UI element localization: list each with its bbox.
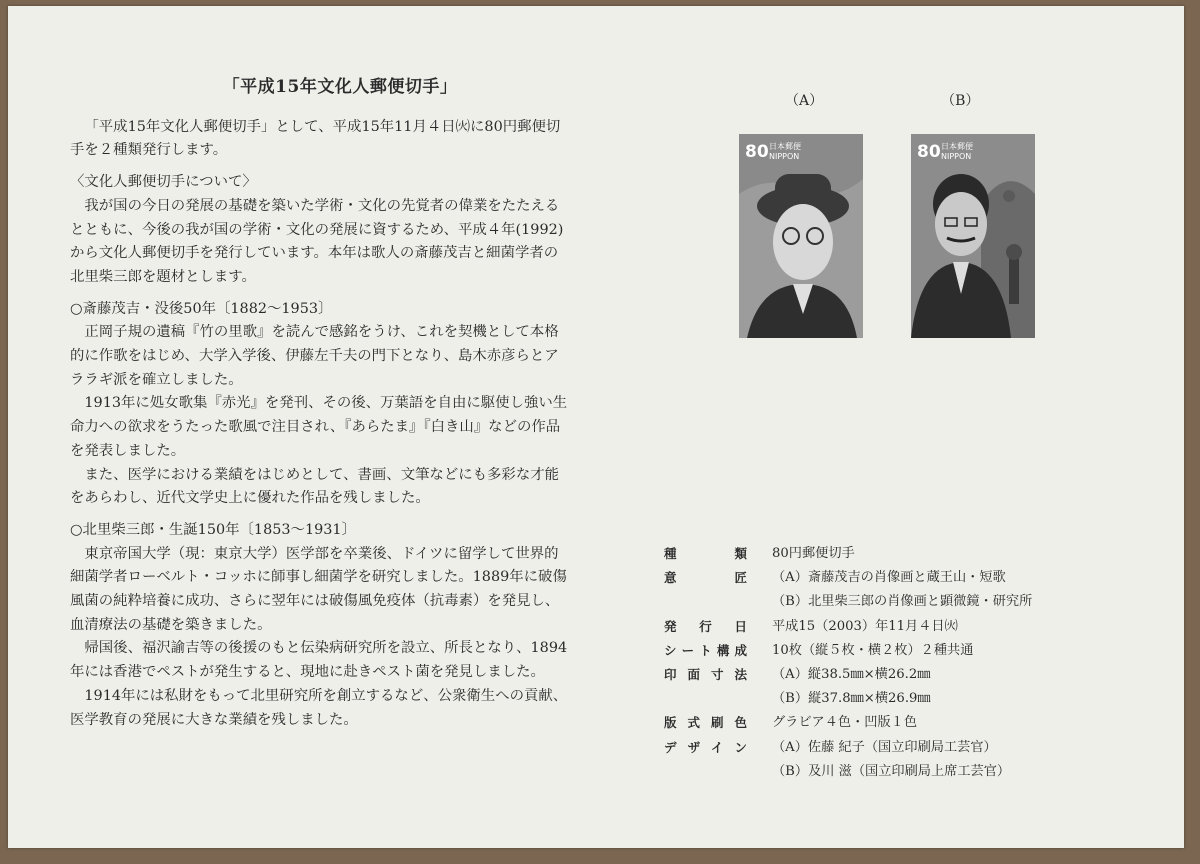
stamp-a-label: （A） — [785, 93, 824, 109]
stamp-a-image — [739, 134, 863, 338]
spec-value: （B）縦37.8㎜×横26.9㎜ — [772, 691, 931, 707]
spec-key: 版式刷色 — [664, 715, 748, 731]
spec-key: デザイン — [664, 739, 748, 755]
spec-value: （A）斎藤茂吉の肖像画と蔵王山・短歌 — [772, 570, 1006, 586]
description-column — [70, 76, 570, 732]
spec-table — [664, 542, 1032, 784]
stamp-labels — [785, 90, 979, 110]
spec-row-designer — [664, 736, 1032, 784]
kitasato-heading: ○北里柴三郎・生誕150年〔1853～1931〕 — [70, 521, 356, 538]
spec-key: 印面寸法 — [664, 667, 748, 683]
spec-row-printing — [664, 711, 1032, 735]
page-title: 「平成15年文化人郵便切手」 — [222, 77, 458, 97]
intro-paragraph: 「平成15年文化人郵便切手」として、平成15年11月４日㈫に80円郵便切手を２種類発行します。 — [70, 118, 561, 159]
spec-value: （B）及川 滋（国立印刷局上席工芸官） — [772, 763, 1011, 779]
spec-value: 平成15（2003）年11月４日㈫ — [772, 618, 958, 634]
spec-key: 発行日 — [664, 618, 748, 634]
spec-value: 10枚（縦５枚・横２枚）２種共通 — [772, 642, 974, 658]
spec-value: （A）佐藤 紀子（国立印刷局工芸官） — [772, 739, 997, 755]
stamp-a-country-text — [769, 142, 801, 162]
stamp-b-label: （B） — [941, 93, 980, 109]
spec-row-issue-date — [664, 615, 1032, 639]
spec-value: 80円郵便切手 — [772, 546, 855, 561]
stamp-b-portrait — [911, 134, 1035, 338]
saito-paragraph-3: また、医学における業績をはじめとして、書画、文筆などにも多彩な才能をあらわし、近代文学史上に優れた作品を残しました。 — [70, 466, 559, 507]
stamp-a-denomination: 80 — [745, 142, 769, 162]
stamp-b-country-text — [941, 142, 973, 162]
spec-key: 意匠 — [664, 570, 748, 586]
saito-paragraph-2: 1913年に処女歌集『赤光』を発刊、その後、万葉語を自由に駆使し強い生命力への欲求をうたった歌風で注目され、『あらたま』『白き山』などの作品を発表しました。 — [70, 395, 568, 459]
spec-key: 種類 — [664, 546, 748, 561]
about-paragraph: 我が国の今日の発展の基礎を築いた学術・文化の先覚者の偉業をたたえるとともに、今後の我が国の学術・文化の発展に資するため、平成４年(1992)から文化人郵便切手を発行しています。本年は歌人の斎藤茂吉と細菌学者の北里柴三郎を題材とします。 — [70, 197, 564, 285]
spec-row-design — [664, 566, 1032, 614]
stamp-b-image — [911, 134, 1035, 338]
spec-row-dimensions — [664, 663, 1032, 711]
saito-paragraph-1: 正岡子規の遺稿『竹の里歌』を読んで感銘をうけ、これを契機として本格的に作歌をはじめ、大学入学後、伊藤左千夫の門下となり、島木赤彦らとアララギ派を確立しました。 — [70, 324, 559, 388]
stamp-b-country: NIPPON — [941, 152, 972, 161]
kitasato-paragraph-3: 1914年には私財をもって北里研究所を創立するなど、公衆衛生への貢献、医学教育の発展に大きな業績を残しました。 — [70, 687, 568, 728]
kitasato-paragraph-2: 帰国後、福沢諭吉等の後援のもと伝染病研究所を設立、所長となり、1894年には香港でペストが発生すると、現地に赴きペスト菌を発見しました。 — [70, 640, 568, 681]
kitasato-paragraph-1: 東京帝国大学（現：東京大学）医学部を卒業後、ドイツに留学して世界的細菌学者ローベルト・コッホに師事し細菌学を研究しました。1889年に破傷風菌の純粋培養に成功、さらに翌年には破傷風免疫体（抗毒素）を発見し、血清療法の基礎を築きました。 — [70, 545, 567, 633]
stamp-b-postage-jp: 日本郵便 — [941, 142, 973, 151]
spec-key: シート構成 — [664, 642, 748, 658]
stamp-a-portrait — [739, 134, 863, 338]
stamp-b-denomination: 80 — [917, 142, 941, 162]
spec-row-sheet — [664, 639, 1032, 663]
spec-value: グラビア４色・凹版１色 — [772, 715, 918, 731]
spec-row-type — [664, 542, 1032, 566]
saito-heading: ○斎藤茂吉・没後50年〔1882～1953〕 — [70, 300, 333, 317]
stamp-a-country: NIPPON — [769, 152, 800, 161]
about-heading: 〈文化人郵便切手について〉 — [70, 174, 257, 191]
stamp-a-postage-jp: 日本郵便 — [769, 142, 801, 151]
spec-value: （B）北里柴三郎の肖像画と顕微鏡・研究所 — [772, 594, 1033, 610]
spec-value: （A）縦38.5㎜×横26.2㎜ — [772, 667, 931, 683]
